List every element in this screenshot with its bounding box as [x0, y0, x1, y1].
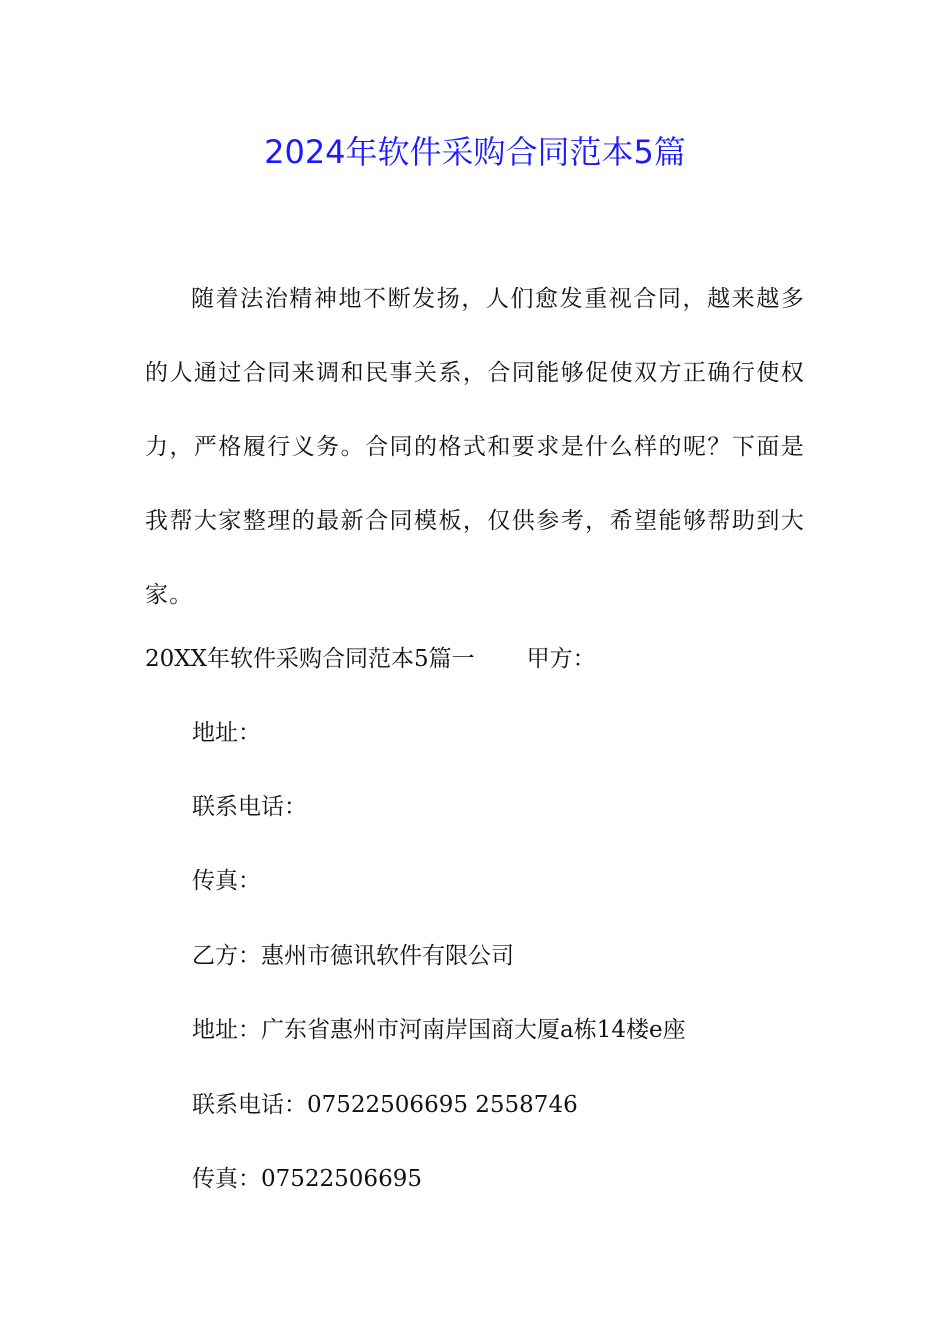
party-a-fax: 传真：: [192, 868, 261, 894]
document-title: 2024年软件采购合同范本5篇: [264, 133, 686, 171]
party-a-address: 地址：: [192, 720, 261, 746]
intro-paragraph: 随着法治精神地不断发扬，人们愈发重视合同，越来越多的人通过合同来调和民事关系，合同能够促使双方正确行使权力，严格履行义务。合同的格式和要求是什么样的呢？下面是我帮大家整理的最新合同模板，仅供参考，希望能够帮助到大家。: [145, 286, 805, 608]
party-a-label: 甲方：: [526, 646, 596, 672]
section-heading-line: [145, 642, 596, 676]
party-b-phone: 联系电话：07522506695 2558746: [192, 1092, 578, 1118]
section-heading: 20XX年软件采购合同范本5篇一: [145, 646, 475, 672]
party-b-address: 地址：广东省惠州市河南岸国商大厦a栋14楼e座: [192, 1017, 686, 1043]
party-a-phone: 联系电话：: [192, 794, 307, 820]
party-b-fax: 传真：07522506695: [192, 1166, 422, 1192]
party-b-name: 乙方：惠州市德讯软件有限公司: [192, 943, 514, 969]
